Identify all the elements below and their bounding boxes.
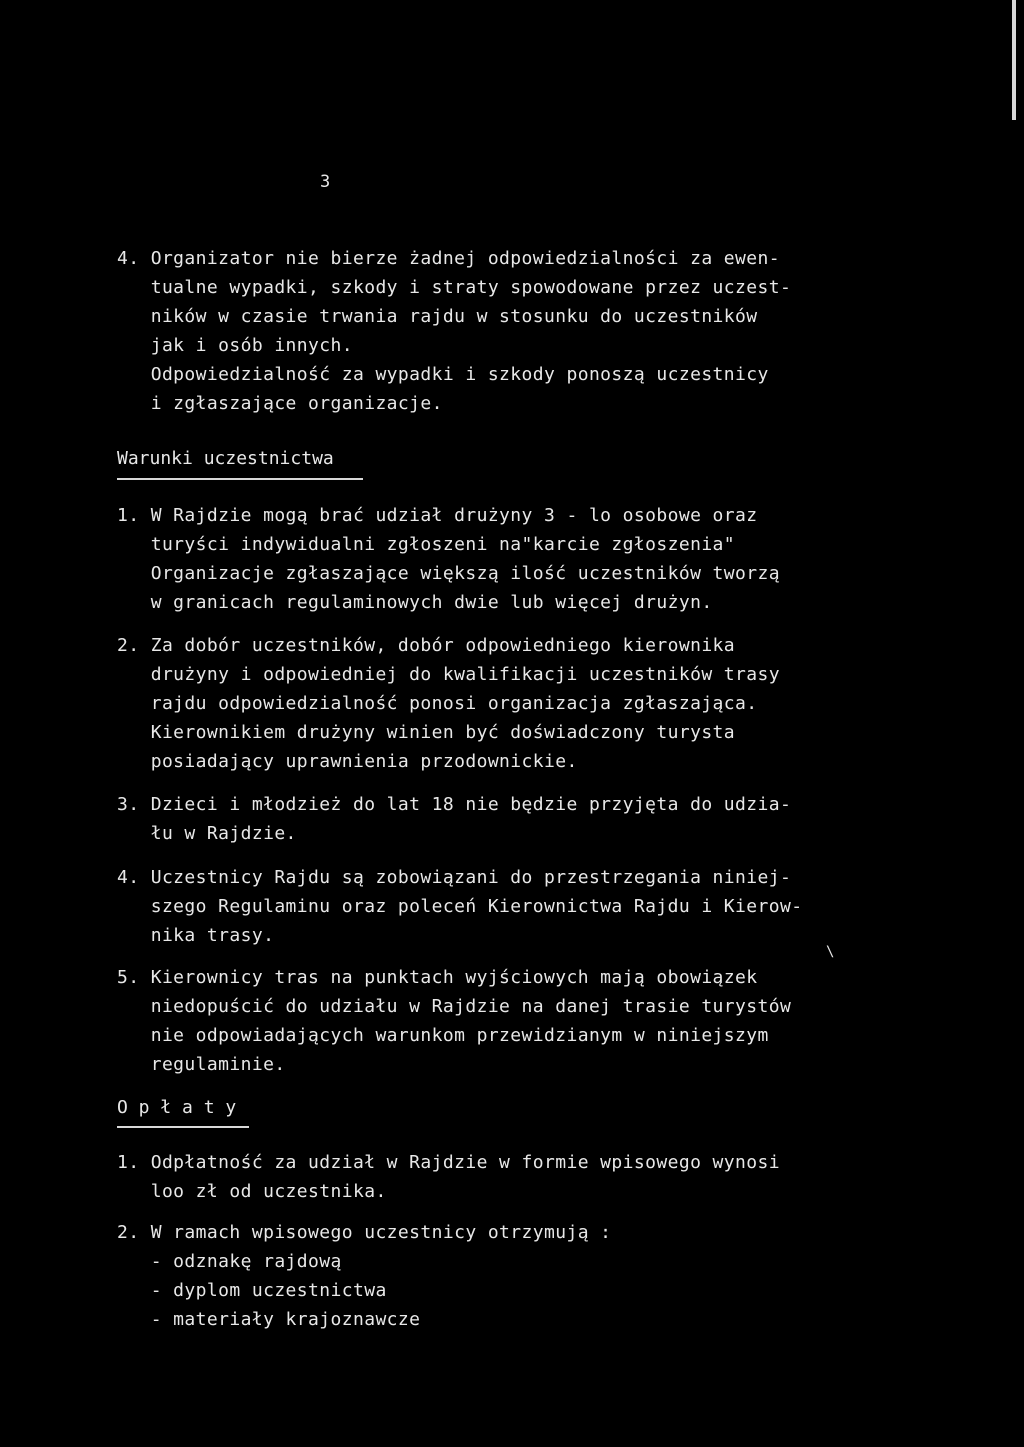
participation-item-2-line: drużyny i odpowiedniej do kwalifikacji uczestników trasy [117,664,780,685]
stray-mark: \ [826,944,835,960]
page-edge-mark [1012,0,1016,120]
fees-item-1-line: 1. Odpłatność za udział w Rajdzie w formie wpisowego wynosi [117,1152,780,1173]
participation-item-1-line: w granicach regulaminowych dwie lub więcej drużyn. [117,592,713,613]
organizer-line: i zgłaszające organizacje. [117,393,443,414]
participation-item-5-line: regulaminie. [117,1054,286,1075]
participation-item-1-line: 1. W Rajdzie mogą brać udział drużyny 3 - lo osobowe oraz [117,505,758,526]
participation-item-5-line: niedopuścić do udziału w Rajdzie na danej trasie turystów [117,996,792,1017]
organizer-line: tualne wypadki, szkody i straty spowodowane przez uczest- [117,277,792,298]
participation-item-5-line: 5. Kierownicy tras na punktach wyjściowych mają obowiązek [117,967,758,988]
organizer-line: 4. Organizator nie bierze żadnej odpowiedzialności za ewen- [117,248,780,269]
participation-item-1-line: Organizacje zgłaszające większą ilość uczestników tworzą [117,563,780,584]
participation-item-2-line: 2. Za dobór uczestników, dobór odpowiedniego kierownika [117,635,736,656]
participation-heading-underline [117,478,363,480]
participation-item-4-line: 4. Uczestnicy Rajdu są zobowiązani do przestrzegania niniej- [117,867,792,888]
participation-heading: Warunki uczestnictwa [117,448,334,469]
participation-item-3-line: 3. Dzieci i młodzież do lat 18 nie będzie przyjęta do udzia- [117,794,792,815]
fees-item-2-line: - dyplom uczestnictwa [117,1280,387,1301]
participation-item-2-line: rajdu odpowiedzialność ponosi organizacja zgłaszająca. [117,693,758,714]
participation-item-3-line: łu w Rajdzie. [117,823,297,844]
organizer-line: ników w czasie trwania rajdu w stosunku do uczestników [117,306,758,327]
participation-item-2-line: Kierownikiem drużyny winien być doświadczony turysta [117,722,736,743]
organizer-line: jak i osób innych. [117,335,353,356]
fees-item-1-line: loo zł od uczestnika. [117,1181,387,1202]
participation-item-4-line: nika trasy. [117,925,275,946]
participation-item-1-line: turyści indywidualni zgłoszeni na"karcie zgłoszenia" [117,534,736,555]
page-number: 3 [320,172,331,192]
participation-item-2-line: posiadający uprawnienia przodownickie. [117,751,578,772]
participation-item-4-line: szego Regulaminu oraz poleceń Kierownictwa Rajdu i Kierow- [117,896,803,917]
fees-item-2-line: 2. W ramach wpisowego uczestnicy otrzymują : [117,1222,612,1243]
fees-heading: O p ł a t y [117,1097,237,1118]
fees-item-2-line: - odznakę rajdową [117,1251,342,1272]
participation-item-5-line: nie odpowiadających warunkom przewidzianym w niniejszym [117,1025,769,1046]
fees-item-2-line: - materiały krajoznawcze [117,1309,421,1330]
organizer-line: Odpowiedzialność za wypadki i szkody ponoszą uczestnicy [117,364,769,385]
fees-heading-underline [117,1126,249,1128]
